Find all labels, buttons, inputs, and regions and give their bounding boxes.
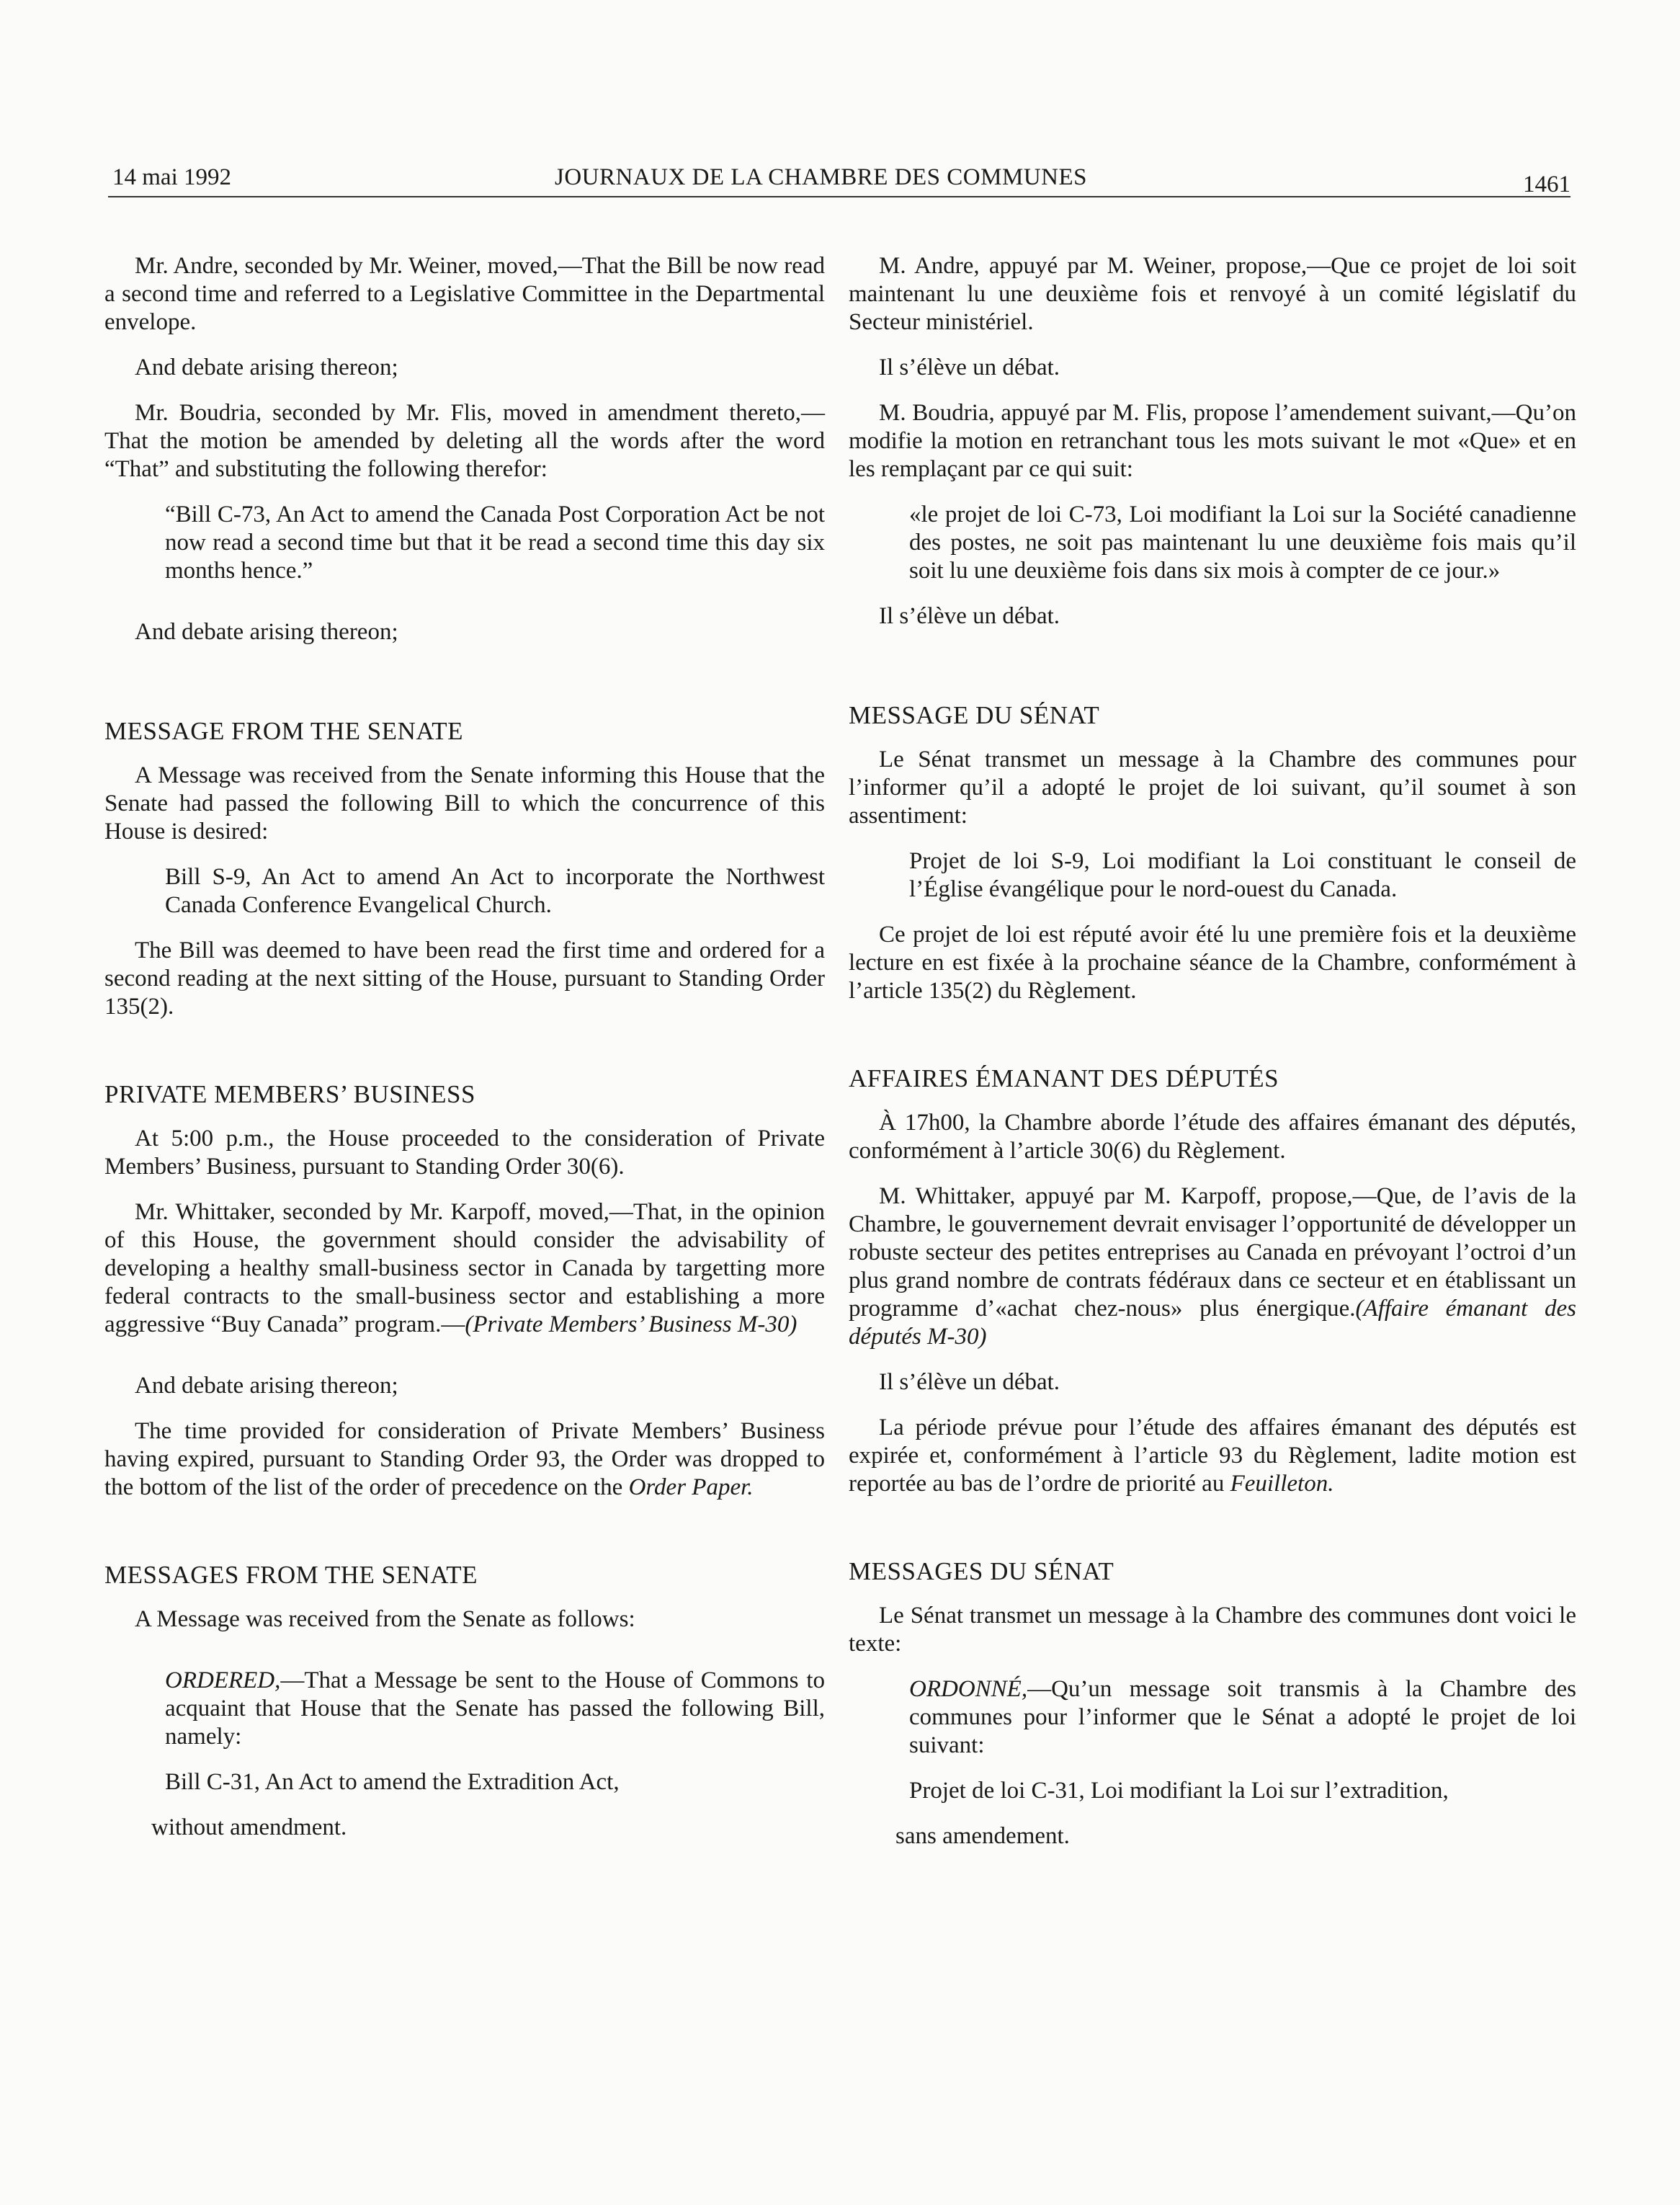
section-heading: MESSAGE FROM THE SENATE [104,717,463,745]
paragraph: Il s’élève un débat. [879,1369,1060,1395]
page-header [108,160,1570,197]
paragraph [104,1198,825,1339]
order-text: —Qu’un message soit transmis à la Chambre des communes pour l’informer que le Sénat a adopté le projet de loi suivant: [909,1676,1576,1758]
paragraph: Il s’élève un débat. [879,603,1060,629]
bill-title: Bill C-31, An Act to amend the Extradition Act, [165,1769,620,1795]
paragraph [849,1182,1576,1351]
senate-order [165,1667,825,1751]
quoted-amendment: “Bill C-73, An Act to amend the Canada Post Corporation Act be not now read a second time but that it be read a second time this day six months hence.” [165,502,825,584]
paragraph: Mr. Andre, seconded by Mr. Weiner, moved,—That the Bill be now read a second time and referred to a Legislative Committee in the Departmental envelope. [104,253,825,335]
paragraph-italic: Feuilleton. [1230,1471,1334,1497]
page-number: 1461 [1523,172,1570,197]
paragraph-italic: (Private Members’ Business M-30) [465,1311,797,1337]
paragraph: And debate arising thereon; [135,1373,398,1399]
paragraph [849,1414,1576,1498]
paragraph-text: Mr. Whittaker, seconded by Mr. Karpoff, moved,—That, in the opinion of this House, the government should consider the advisability of developing a healthy small-business sector in Canada by targetting more federal contracts to the small-business sector and establishing a more aggressive “Buy Canada” program.— [104,1199,825,1337]
paragraph: M. Boudria, appuyé par M. Flis, propose l’amendement suivant,—Qu’on modifie la motion en retranchant tous les mots suivant le mot «Que» et en les remplaçant par ce qui suit: [849,400,1576,482]
header-title: JOURNAUX DE LA CHAMBRE DES COMMUNES [555,164,1087,190]
paragraph: À 17h00, la Chambre aborde l’étude des affaires émanant des députés, conformément à l’article 30(6) du Règlement. [849,1110,1576,1164]
paragraph-text: La période prévue pour l’étude des affaires émanant des députés est expirée et, conformément à l’article 93 du Règlement, ladite motion est reportée au bas de l’ordre de priorité au [849,1415,1576,1497]
paragraph-italic: Order Paper. [628,1474,754,1500]
french-column [849,252,1576,1868]
header-date: 14 mai 1992 [112,164,231,190]
paragraph: sans amendement. [895,1823,1070,1849]
bill-title: Projet de loi C-31, Loi modifiant la Loi sur l’extradition, [909,1778,1449,1804]
paragraph: Mr. Boudria, seconded by Mr. Flis, moved in amendment thereto,—That the motion be amended by deleting all the words after the word “That” and substituting the following therefor: [104,400,825,482]
paragraph: A Message was received from the Senate informing this House that the Senate had passed the following Bill to which the concurrence of this House is desired: [104,762,825,845]
paragraph: And debate arising thereon; [135,619,398,645]
section-heading: PRIVATE MEMBERS’ BUSINESS [104,1080,475,1108]
paragraph: M. Andre, appuyé par M. Weiner, propose,—Que ce projet de loi soit maintenant lu une deuxième fois et renvoyé à un comité législatif du Secteur ministériel. [849,253,1576,335]
section-heading: AFFAIRES ÉMANANT DES DÉPUTÉS [849,1064,1279,1092]
order-keyword: ORDERED, [165,1667,281,1693]
paragraph-italic: (Affaire émanant des députés M-30) [849,1296,1576,1350]
paragraph: The Bill was deemed to have been read the first time and ordered for a second reading at the next sitting of the House, pursuant to Standing Order 135(2). [104,937,825,1020]
order-text: —That a Message be sent to the House of Commons to acquaint that House that the Senate has passed the following Bill, namely: [165,1667,825,1750]
english-column [104,252,825,1859]
section-heading: MESSAGES DU SÉNAT [849,1557,1114,1585]
bill-title: Projet de loi S-9, Loi modifiant la Loi constituant le conseil de l’Église évangélique pour le nord-ouest du Canada. [909,848,1576,902]
quoted-amendment: «le projet de loi C-73, Loi modifiant la Loi sur la Société canadienne des postes, ne soit pas maintenant lu une deuxième fois mais qu’il soit lu une deuxième fois dans six mois à compter de ce jour.» [909,502,1576,584]
paragraph: A Message was received from the Senate as follows: [135,1606,635,1632]
paragraph: Ce projet de loi est réputé avoir été lu une première fois et la deuxième lecture en est fixée à la prochaine séance de la Chambre, conformément à l’article 135(2) du Règlement. [849,922,1576,1004]
section-heading: MESSAGES FROM THE SENATE [104,1561,478,1589]
paragraph: Le Sénat transmet un message à la Chambre des communes pour l’informer qu’il a adopté le projet de loi suivant, qu’il soumet à son assentiment: [849,747,1576,829]
paragraph [104,1417,825,1502]
paragraph: Il s’élève un débat. [879,355,1060,380]
order-keyword: ORDONNÉ, [909,1676,1028,1702]
paragraph: And debate arising thereon; [135,355,398,380]
paragraph: Le Sénat transmet un message à la Chambre des communes dont voici le texte: [849,1603,1576,1657]
paragraph: At 5:00 p.m., the House proceeded to the consideration of Private Members’ Business, pursuant to Standing Order 30(6). [104,1126,825,1180]
paragraph-text: The time provided for consideration of Private Members’ Business having expired, pursuant to Standing Order 93, the Order was dropped to the bottom of the list of the order of precedence on the [104,1418,825,1500]
section-heading: MESSAGE DU SÉNAT [849,701,1100,729]
bill-title: Bill S-9, An Act to amend An Act to incorporate the Northwest Canada Conference Evangelical Church. [165,864,825,918]
senate-order [909,1675,1576,1760]
paragraph-text: M. Whittaker, appuyé par M. Karpoff, propose,—Que, de l’avis de la Chambre, le gouvernement devrait envisager l’opportunité de développer un robuste secteur des petites entreprises au Canada en prévoyant l’octroi d’un plus grand nombre de contrats fédéraux dans ce secteur et en établissant un programme d’«achat chez-nous» plus énergique. [849,1183,1576,1322]
paragraph: without amendment. [151,1814,347,1840]
